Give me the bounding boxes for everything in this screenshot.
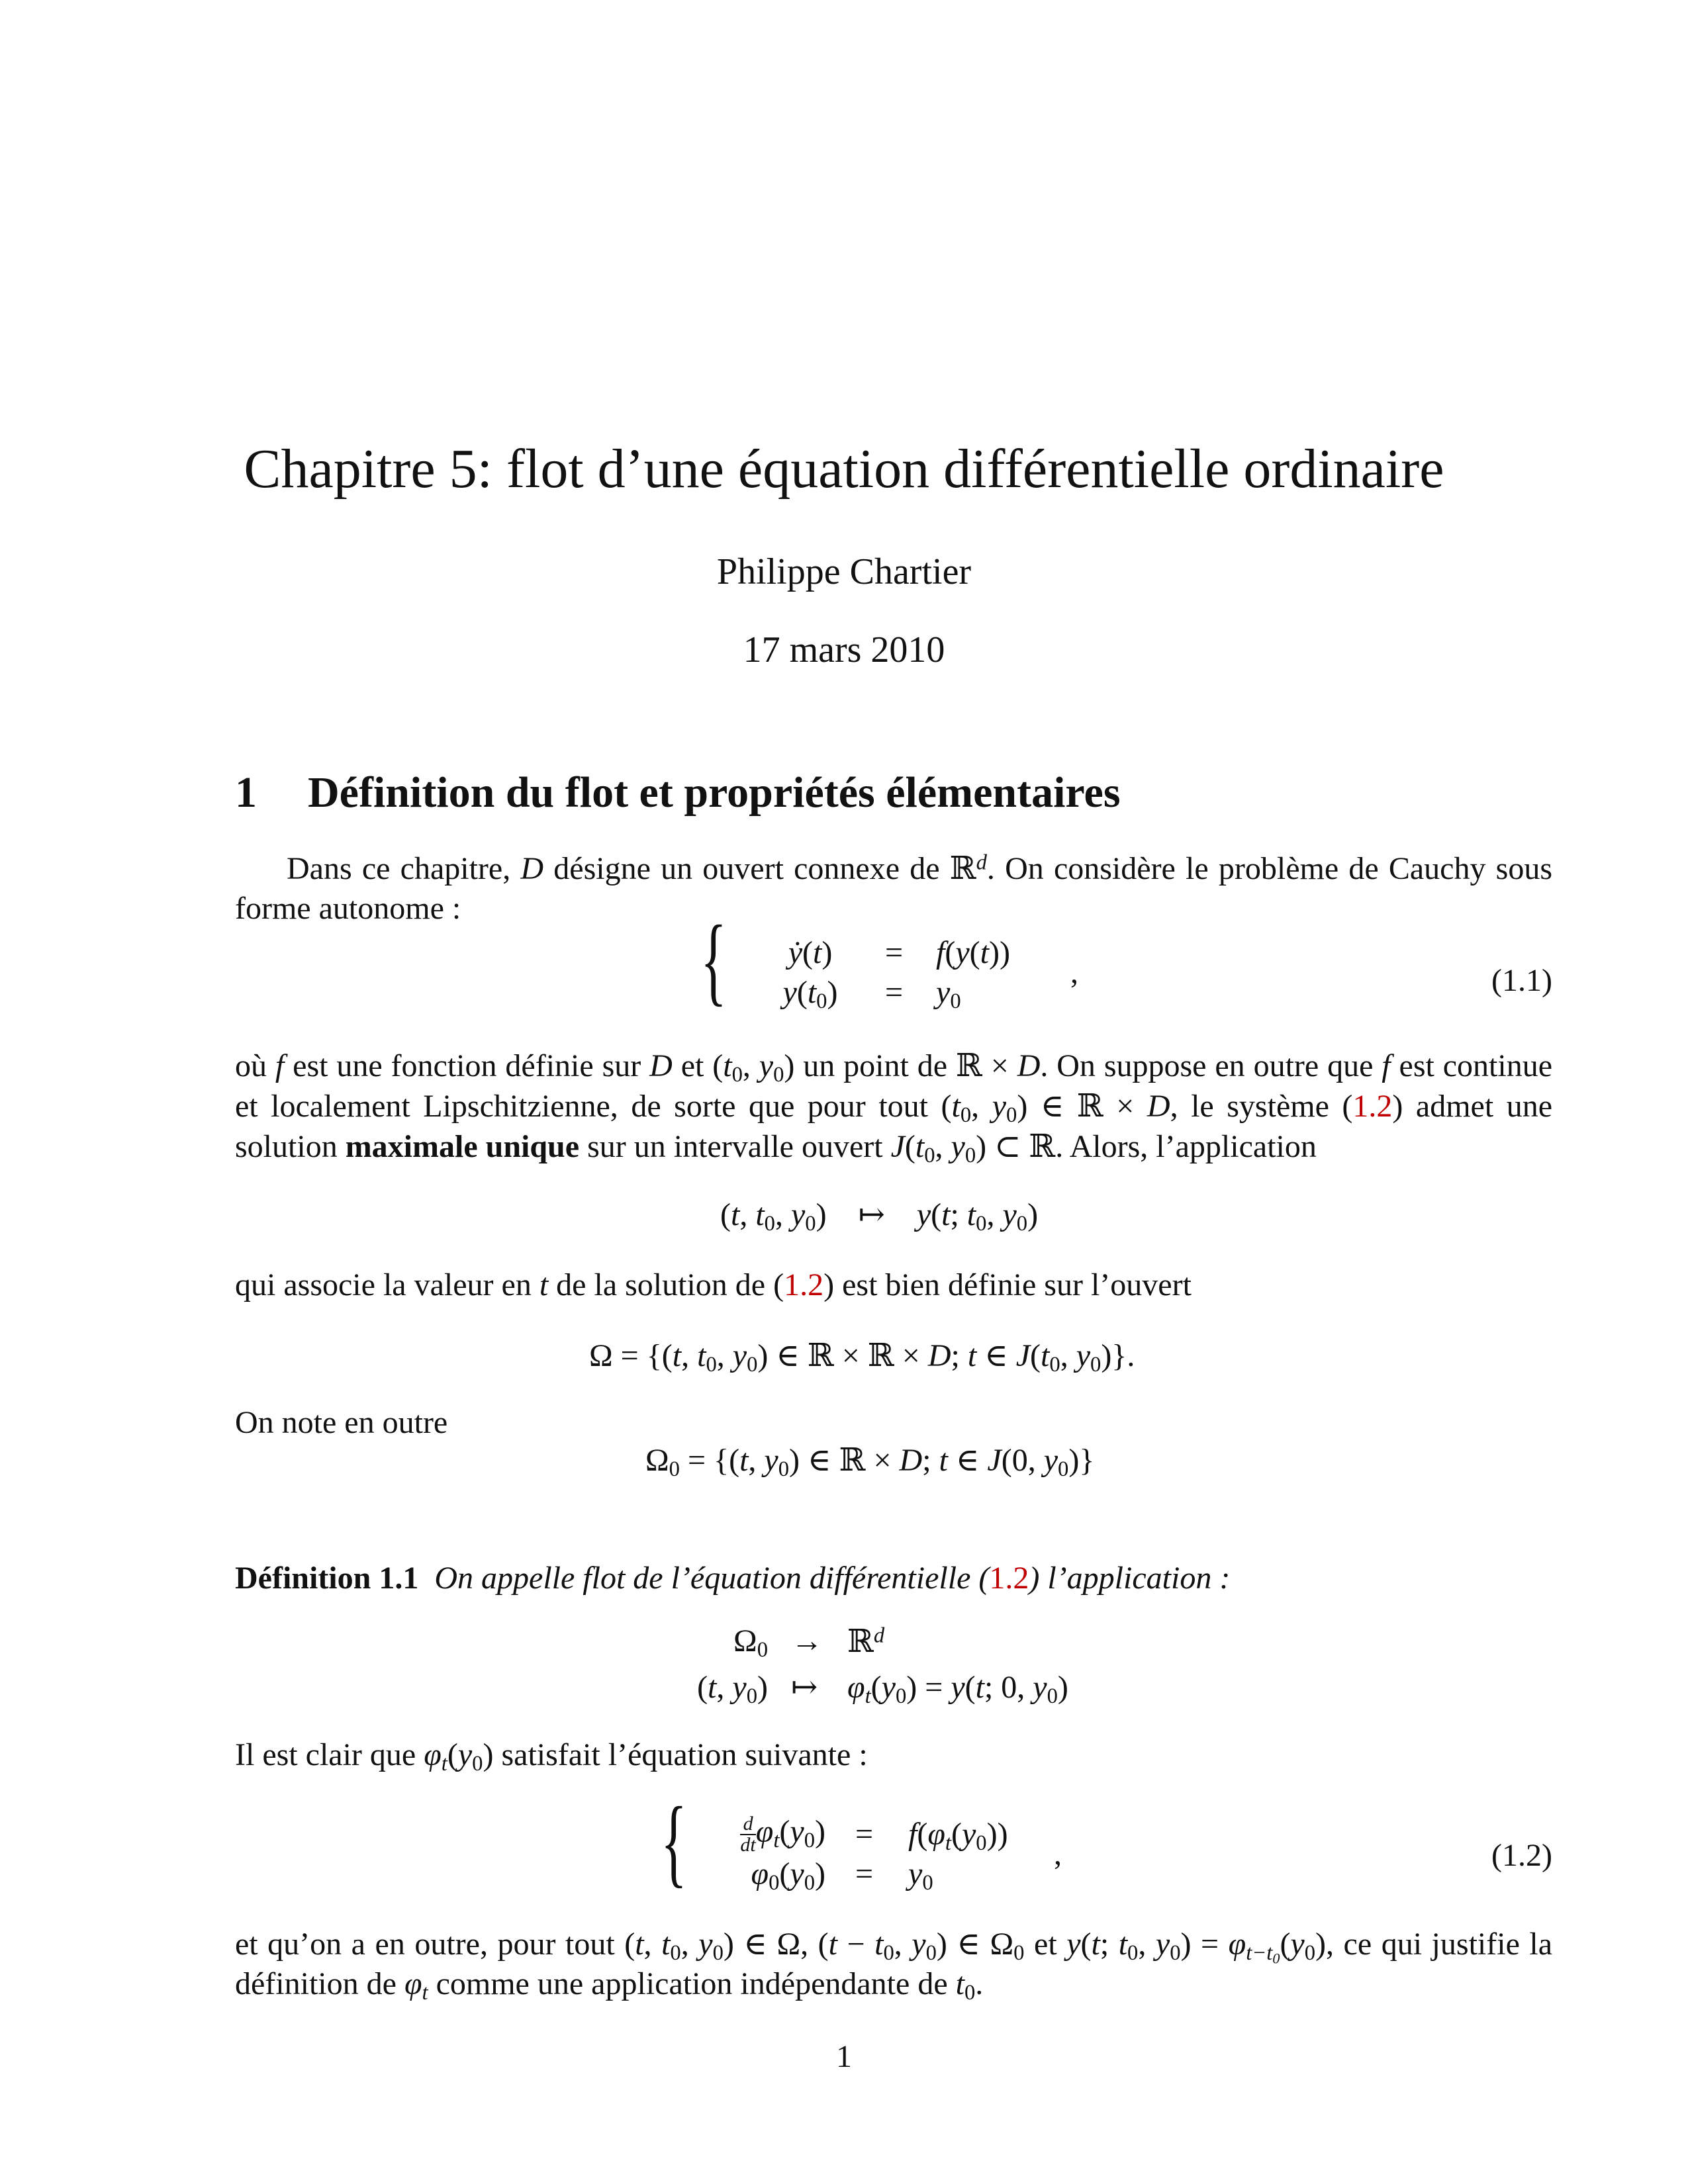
equation-number-1-1: (1.1) [1491,963,1552,998]
intro-paragraph: Dans ce chapitre, D désigne un ouvert connexe de ℝ$^d$. On considère le problème de Cauchy sous forme autonome : [235,850,1553,926]
page-number: 1 [836,2039,852,2074]
ref-link-1-2[interactable]: 1.2 [784,1267,824,1302]
ref-link-1-2[interactable]: 1.2 [1352,1089,1393,1124]
ref-link-1-2[interactable]: 1.2 [989,1561,1029,1596]
section-heading [235,768,1121,818]
bold-phrase: maximale unique [345,1129,580,1164]
author-name: Philippe Chartier [716,551,972,592]
definition-1-1: Définition 1.1 On appelle flot de l’équation différentielle (1.2) l’application : [235,1561,1231,1596]
omega0-definition: $\Omega_0 = \{(t$, $y_0$) ∈ ℝ × D; t ∈ J(0, $y_0$)} [645,1441,1095,1482]
hypothesis-paragraph: où f est une fonction définie sur D et ($t_0$, $y_0$) un point de ℝ × D. On suppose en outre que f est continue et localement Lipschitzienne, de sorte que pour tout ($t_0$, $y_0$) ∈ ℝ × D, le système (1.2) admet une solution maximale unique sur un intervalle ouvert $J(t_0$, $y_0$) ⊂ ℝ. Alors, l’application [235,1047,1553,1168]
note-paragraph: On note en outre [235,1405,448,1440]
document-date: 17 mars 2010 [743,629,945,670]
definition-label: Définition 1.1 [235,1561,419,1596]
document-title: Chapitre 5: flot d’une équation différentielle ordinaire [244,438,1444,500]
clarity-paragraph: Il est clair que $\varphi_t(y_0)$ satisfait l’équation suivante : [235,1737,868,1776]
equation-number-1-2: (1.2) [1491,1838,1552,1873]
section-number: 1 [235,768,257,817]
omega-definition: Ω = {(t, $t_0$, $y_0$) ∈ ℝ × ℝ × D; t ∈ $J(t_0$, $y_0$)}. [589,1337,1135,1377]
map-expression: (t, $t_0$, $y_0$) ↦ y(t; $t_0$, $y_0$) [720,1197,1039,1236]
association-paragraph: qui associe la valeur en t de la solution de (1.2) est bien définie sur l’ouvert [235,1267,1192,1302]
section-title: Définition du flot et propriétés élémentaires [308,768,1121,817]
conclusion-paragraph: et qu’on a en outre, pour tout (t, $t_0$, $y_0$) ∈ Ω, ($t - t_0$, $y_0$) ∈ $\Omega_0$ et y(t; $t_0$, $y_0) = \varphi_{t-t_0}(y_0)$, ce qui justifie la définition de $\varphi_t$ comme une application indépendante de $t_0$. [235,1927,1553,2005]
